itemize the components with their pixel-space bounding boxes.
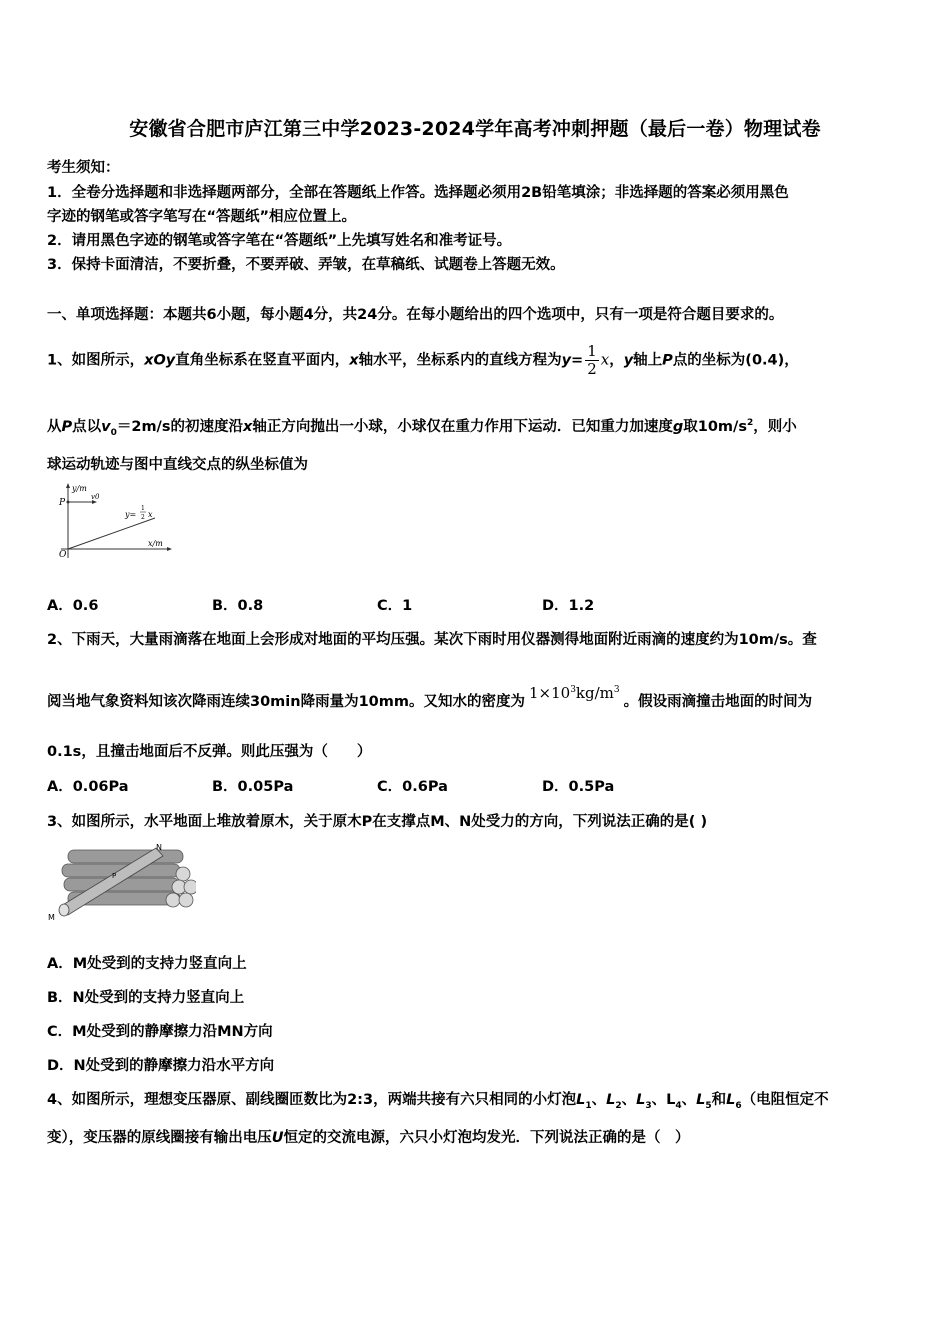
q2-line-3: 0.1s，且撞击地面后不反弹。则此压强为（ ） <box>47 744 372 760</box>
q2-option-d[interactable]: D．0.5Pa <box>542 779 615 795</box>
fig-n-label: N <box>156 843 162 852</box>
fig-eq-den: 2 <box>141 514 145 521</box>
section-heading: 一、单项选择题：本题共6小题，每小题4分，共24分。在每小题给出的四个选项中，只有一项是符合题目要求的。 <box>47 307 784 323</box>
q3-figure-logs <box>46 838 196 923</box>
fig-m-label: M <box>48 913 55 922</box>
log-end-1 <box>176 867 190 881</box>
fraction-one-half: $\frac{1}{2}$ <box>587 342 597 378</box>
page-title: 安徽省合肥市庐江第三中学2023-2024学年高考冲刺押题（最后一卷）物理试卷 <box>129 118 821 140</box>
q4-line-1: 4、如图所示，理想变压器原、副线圈匝数比为2:3，两端共接有六只相同的小灯泡$L_1$、$L_2$、$L_3$、$L_4$、$L_5$和$L_6$（电阻恒定不 <box>47 1092 829 1111</box>
log-end-5 <box>179 893 193 907</box>
fig-p-label: P <box>59 498 66 508</box>
notice-line-1b: 字迹的钢笔或答字笔写在“答题纸”相应位置上。 <box>47 209 357 225</box>
log-end-3 <box>184 880 196 894</box>
q1-line-2: 从P点以$v_0=2m/s$的初速度沿x轴正方向抛出一小球，小球仅在重力作用下运动．已知重力加速度g取$10m/s^2$，则小 <box>47 418 797 438</box>
notice-heading: 考生须知： <box>47 160 120 176</box>
fig-eq-label: y= <box>125 510 137 519</box>
fig-eq-num: 1 <box>141 505 145 512</box>
q4-line-2: 变），变压器的原线圈接有输出电压U恒定的交流电源，六只小灯泡均发光．下列说法正确的是（ ） <box>47 1130 690 1146</box>
fig-p-label: P <box>112 872 117 880</box>
notice-line-3: 3．保持卡面清洁，不要折叠，不要弄破、弄皱，在草稿纸、试题卷上答题无效。 <box>47 257 565 273</box>
fig-v0-label: v0 <box>91 493 100 501</box>
notice-line-2: 2．请用黑色字迹的钢笔或答字笔在“答题纸”上先填写姓名和准考证号。 <box>47 233 512 249</box>
q3-option-d[interactable]: D．N处受到的静摩擦力沿水平方向 <box>47 1058 275 1074</box>
density-value: $1\times 10^3kg/m^3$ <box>528 684 620 702</box>
q2-line-2: 阅当地气象资料知该次降雨连续30min降雨量为10mm。又知水的密度为 $1\times 10^3kg/m^3$。假设雨滴撞击地面的时间为 <box>47 684 813 710</box>
q2-option-c[interactable]: C．0.6Pa <box>377 779 448 795</box>
q2-line-1: 2、下雨天，大量雨滴落在地面上会形成对地面的平均压强。某次下雨时用仪器测得地面附近雨滴的速度约为10m/s。查 <box>47 632 817 648</box>
log-p-end <box>59 904 69 916</box>
q3-option-c[interactable]: C．M处受到的静摩擦力沿MN方向 <box>47 1024 273 1040</box>
fig-eq-x: x <box>148 510 153 519</box>
q1-option-a[interactable]: A．0.6 <box>47 598 99 614</box>
fig-x-label: x/m <box>148 539 163 548</box>
q1-line-3: 球运动轨迹与图中直线交点的纵坐标值为 <box>47 457 308 473</box>
line-y-half-x <box>68 518 155 549</box>
q2-option-b[interactable]: B．0.05Pa <box>212 779 294 795</box>
q2-option-a[interactable]: A．0.06Pa <box>47 779 129 795</box>
notice-line-1a: 1．全卷分选择题和非选择题两部分，全部在答题纸上作答。选择题必须用2B铅笔填涂；非选择题的答案必须用黑色 <box>47 185 789 201</box>
q1-option-b[interactable]: B．0.8 <box>212 598 264 614</box>
q3-option-b[interactable]: B．N处受到的支持力竖直向上 <box>47 990 245 1006</box>
q3-line-1: 3、如图所示，水平地面上堆放着原木，关于原木P在支撑点M、N处受力的方向，下列说法正确的是( ) <box>47 814 708 830</box>
point-p <box>67 501 70 504</box>
q1-option-c[interactable]: C．1 <box>377 598 413 614</box>
q3-option-a[interactable]: A．M处受到的支持力竖直向上 <box>47 956 247 972</box>
fig-o-label: O <box>59 550 67 560</box>
q1-figure-graph <box>55 480 175 562</box>
log-top <box>68 850 183 863</box>
x-axis-arrow-icon <box>167 547 172 551</box>
log-end-4 <box>166 893 180 907</box>
y-axis-arrow-icon <box>66 483 70 488</box>
q1-option-d[interactable]: D．1.2 <box>542 598 595 614</box>
fig-y-label: y/m <box>72 484 87 493</box>
q1-line-1: 1、如图所示，xOy直角坐标系在竖直平面内，x轴水平，坐标系内的直线方程为y= $\frac{1}{2}$ x，y轴上P点的坐标为(0.4)， <box>47 342 799 378</box>
